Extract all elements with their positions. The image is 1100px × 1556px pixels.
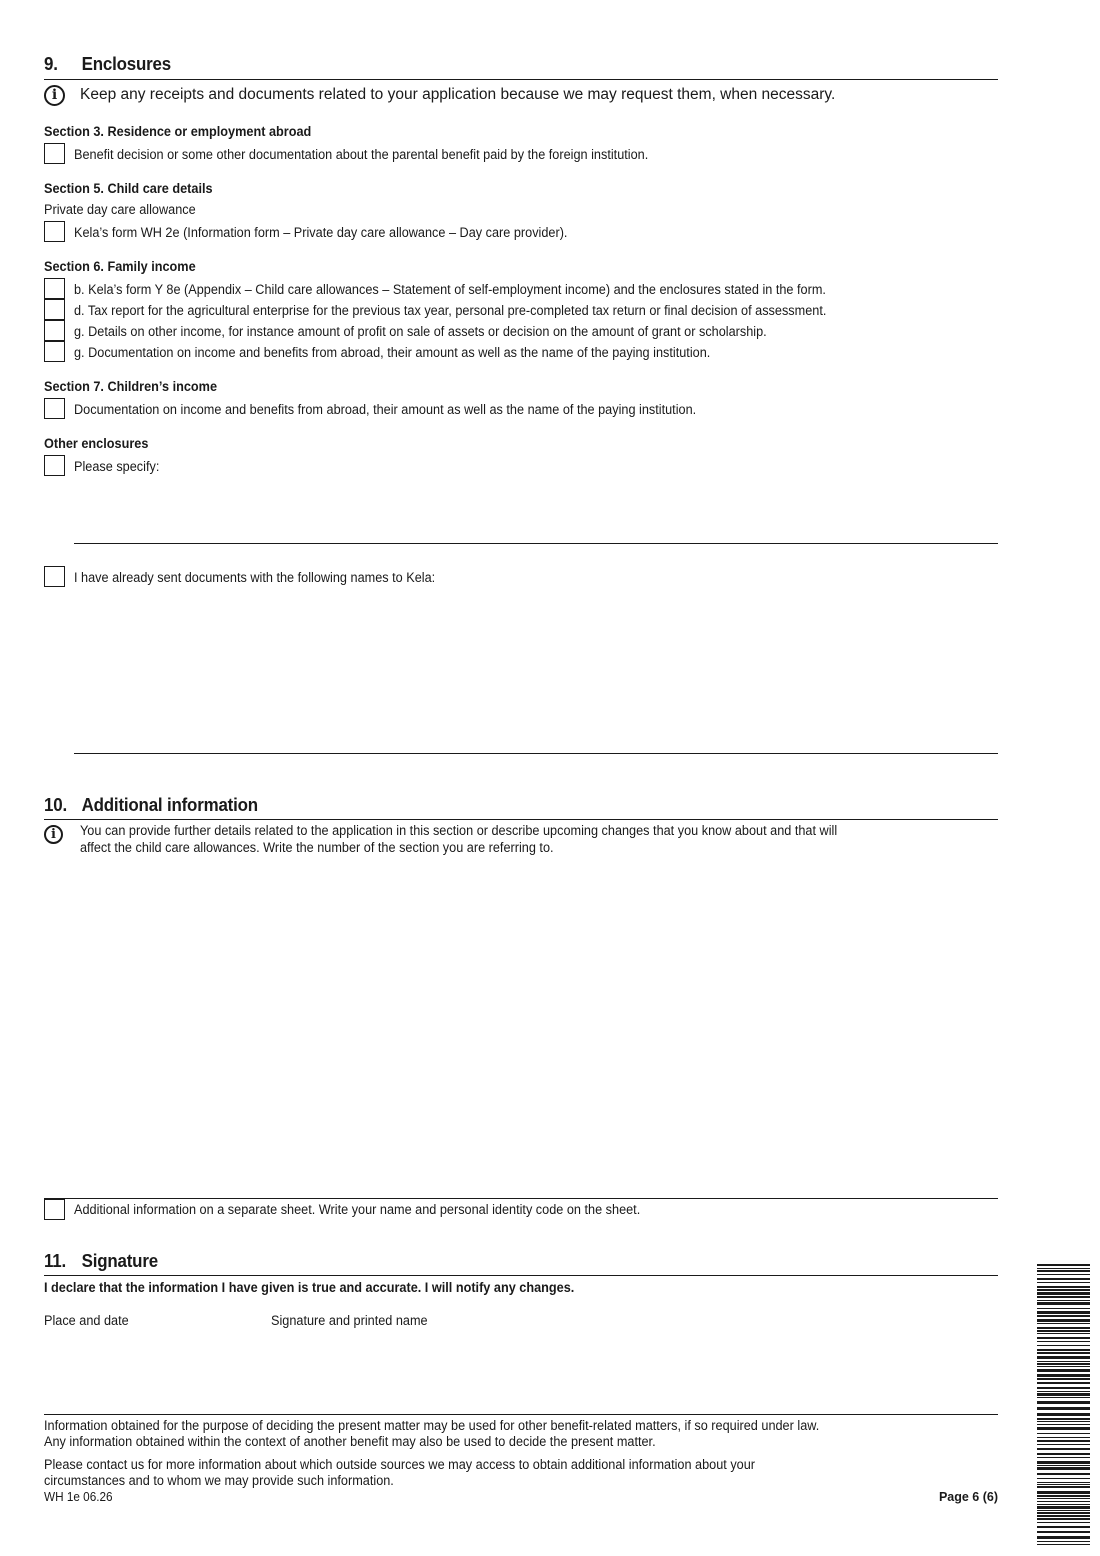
enclosure-checkbox-label: g. Details on other income, for instance amount of profit on sale of assets or decision on the amount of grant or scholarship. (74, 324, 767, 339)
barcode-bar (1037, 1482, 1090, 1483)
barcode-icon (1037, 1264, 1090, 1547)
enclosure-checkbox-children-abroad[interactable] (44, 398, 65, 419)
separate-sheet-label: Additional information on a separate sheet. Write your name and personal identity code on the sheet. (74, 1202, 641, 1217)
barcode-bar (1037, 1391, 1090, 1392)
section-11-title-text: Signature (81, 1251, 158, 1271)
barcode-bar (1037, 1274, 1090, 1275)
barcode-bar (1037, 1333, 1090, 1334)
section-9-title (44, 54, 171, 75)
barcode-bar (1037, 1440, 1090, 1442)
enclosure-checkbox-label: Please specify: (74, 459, 160, 474)
section-11-number: 11. (44, 1251, 67, 1271)
barcode-bar (1037, 1486, 1090, 1488)
barcode-bar (1037, 1501, 1090, 1502)
barcode-bar (1037, 1510, 1090, 1511)
section-10-title (44, 795, 258, 816)
barcode-bar (1037, 1289, 1090, 1291)
barcode-bar (1037, 1349, 1090, 1351)
footer-notice-2-line-2: circumstances and to whom we may provide such information. (44, 1473, 394, 1488)
already-sent-checkbox[interactable] (44, 566, 65, 587)
barcode-bar (1037, 1323, 1090, 1324)
barcode-bar (1037, 1518, 1090, 1520)
barcode-bar (1037, 1300, 1090, 1301)
barcode-bar (1037, 1448, 1090, 1450)
footer-notice-1-line-2: Any information obtained within the context of another benefit may also be used to decide the present matter. (44, 1434, 656, 1449)
barcode-bar (1037, 1337, 1090, 1339)
barcode-bar (1037, 1352, 1090, 1354)
section-11-rule (44, 1275, 998, 1276)
barcode-bar (1037, 1319, 1090, 1322)
barcode-bar (1037, 1467, 1090, 1470)
barcode-bar (1037, 1544, 1090, 1545)
info-circle-icon: i (44, 825, 63, 844)
barcode-bar (1037, 1531, 1090, 1533)
barcode-bar (1037, 1327, 1090, 1329)
barcode-bar (1037, 1286, 1090, 1288)
barcode-bar (1037, 1484, 1090, 1485)
enclosure-checkbox-label: Documentation on income and benefits from abroad, their amount as well as the name of the paying institution. (74, 402, 697, 417)
enclosure-checkbox-wh2e[interactable] (44, 221, 65, 242)
section-9-title-text: Enclosures (81, 54, 171, 74)
section-10-rule (44, 819, 998, 820)
barcode-bar (1037, 1504, 1090, 1505)
barcode-bar (1037, 1427, 1090, 1430)
barcode-bar (1037, 1424, 1090, 1425)
section-11-title (44, 1251, 158, 1272)
section-9-rule (44, 79, 998, 80)
barcode-bar (1037, 1382, 1090, 1384)
barcode-bar (1037, 1526, 1090, 1528)
enclosure-group-heading: Section 3. Residence or employment abroad (44, 124, 312, 139)
barcode-bar (1037, 1315, 1090, 1317)
barcode-bar (1037, 1401, 1090, 1404)
barcode-bar (1037, 1495, 1090, 1497)
enclosure-group-heading: Section 6. Family income (44, 259, 196, 274)
enclosure-checkbox-label: d. Tax report for the agricultural enterprise for the previous tax year, personal pre-completed tax return or final decision of assessment. (74, 303, 827, 318)
enclosure-group-heading: Section 7. Children’s income (44, 379, 218, 394)
barcode-bar (1037, 1302, 1090, 1305)
barcode-bar (1037, 1433, 1090, 1434)
signature-declaration: I declare that the information I have given is true and accurate. I will notify any changes. (44, 1280, 575, 1295)
barcode-bar (1037, 1536, 1090, 1539)
info-circle-icon: i (44, 85, 65, 106)
barcode-bar (1037, 1437, 1090, 1438)
enclosure-checkbox-y8e[interactable] (44, 278, 65, 299)
barcode-bar (1037, 1330, 1090, 1332)
barcode-bar (1037, 1453, 1090, 1455)
barcode-bar (1037, 1374, 1090, 1377)
signature-label: Signature and printed name (271, 1313, 428, 1328)
barcode-bar (1037, 1413, 1090, 1416)
enclosure-checkbox-other-income[interactable] (44, 320, 65, 341)
already-sent-write-line[interactable] (74, 753, 998, 754)
already-sent-label: I have already sent documents with the following names to Kela: (74, 570, 436, 585)
barcode-bar (1037, 1296, 1090, 1298)
barcode-bar (1037, 1465, 1090, 1466)
section-9-info-text: Keep any receipts and documents related to your application because we may request them, when necessary. (80, 86, 836, 103)
barcode-bar (1037, 1363, 1090, 1365)
page-number: Page 6 (6) (938, 1490, 998, 1504)
section-10-info-line-1: You can provide further details related to the application in this section or describe upcoming changes that you know about and that will (80, 823, 838, 838)
barcode-bar (1037, 1444, 1090, 1445)
barcode-bar (1037, 1491, 1090, 1494)
barcode-bar (1037, 1345, 1090, 1346)
enclosure-checkbox-label: Benefit decision or some other documentation about the parental benefit paid by the foreign institution. (74, 147, 649, 162)
barcode-bar (1037, 1506, 1090, 1509)
footer-notice-1-line-1: Information obtained for the purpose of deciding the present matter may be used for other benefit-related matters, if so required under law. (44, 1418, 820, 1433)
section-9-number: 9. (44, 54, 58, 74)
barcode-bar (1037, 1515, 1090, 1517)
barcode-bar (1037, 1264, 1090, 1266)
section-10-info-line-2: affect the child care allowances. Write the number of the section you are referring to. (80, 840, 554, 855)
barcode-bar (1037, 1522, 1090, 1523)
barcode-bar (1037, 1473, 1090, 1475)
barcode-bar (1037, 1270, 1090, 1272)
barcode-bar (1037, 1369, 1090, 1372)
enclosure-group-heading: Section 5. Child care details (44, 181, 213, 196)
enclosure-checkbox-label: g. Documentation on income and benefits from abroad, their amount as well as the name of the paying institution. (74, 345, 711, 360)
separate-sheet-checkbox[interactable] (44, 1199, 65, 1220)
footer-rule (44, 1414, 998, 1415)
barcode-bar (1037, 1282, 1090, 1283)
barcode-bar (1037, 1461, 1090, 1464)
enclosure-checkbox-foreign-benefit[interactable] (44, 143, 65, 164)
enclosure-subheading: Private day care allowance (44, 202, 196, 217)
barcode-bar (1037, 1378, 1090, 1380)
enclosure-checkbox-tax-report[interactable] (44, 299, 65, 320)
barcode-bar (1037, 1366, 1090, 1367)
barcode-bar (1037, 1418, 1090, 1420)
barcode-bar (1037, 1278, 1090, 1280)
barcode-bar (1037, 1292, 1090, 1295)
barcode-bar (1037, 1512, 1090, 1514)
barcode-bar (1037, 1308, 1090, 1309)
footer-notice-2-line-1: Please contact us for more information about which outside sources we may access to obtain additional information about your (44, 1457, 756, 1472)
barcode-bar (1037, 1478, 1090, 1479)
enclosure-checkbox-other[interactable] (44, 455, 65, 476)
section-10-title-text: Additional information (81, 795, 258, 815)
barcode-bar (1037, 1541, 1090, 1542)
enclosure-checkbox-label: Kela’s form WH 2e (Information form – Private day care allowance – Day care provider). (74, 225, 568, 240)
barcode-bar (1037, 1498, 1090, 1499)
barcode-bar (1037, 1341, 1090, 1342)
barcode-bar (1037, 1356, 1090, 1359)
section-10-number: 10. (44, 795, 67, 815)
form-code: WH 1e 06.26 (44, 1490, 113, 1504)
barcode-bar (1037, 1421, 1090, 1422)
place-date-label: Place and date (44, 1313, 129, 1328)
barcode-bar (1037, 1311, 1090, 1314)
barcode-bar (1037, 1397, 1090, 1398)
enclosure-checkbox-label: b. Kela’s form Y 8e (Appendix – Child care allowances – Statement of self-employment income) and the enclosures stated in the form. (74, 282, 826, 297)
barcode-bar (1037, 1268, 1090, 1269)
barcode-bar (1037, 1393, 1090, 1396)
barcode-bar (1037, 1407, 1090, 1410)
enclosure-group-heading: Other enclosures (44, 436, 149, 451)
enclosure-checkbox-abroad-income[interactable] (44, 341, 65, 362)
barcode-bar (1037, 1361, 1090, 1362)
other-enclosures-write-line[interactable] (74, 543, 998, 544)
additional-info-bottom-rule (44, 1198, 998, 1199)
barcode-bar (1037, 1457, 1090, 1458)
barcode-bar (1037, 1387, 1090, 1389)
